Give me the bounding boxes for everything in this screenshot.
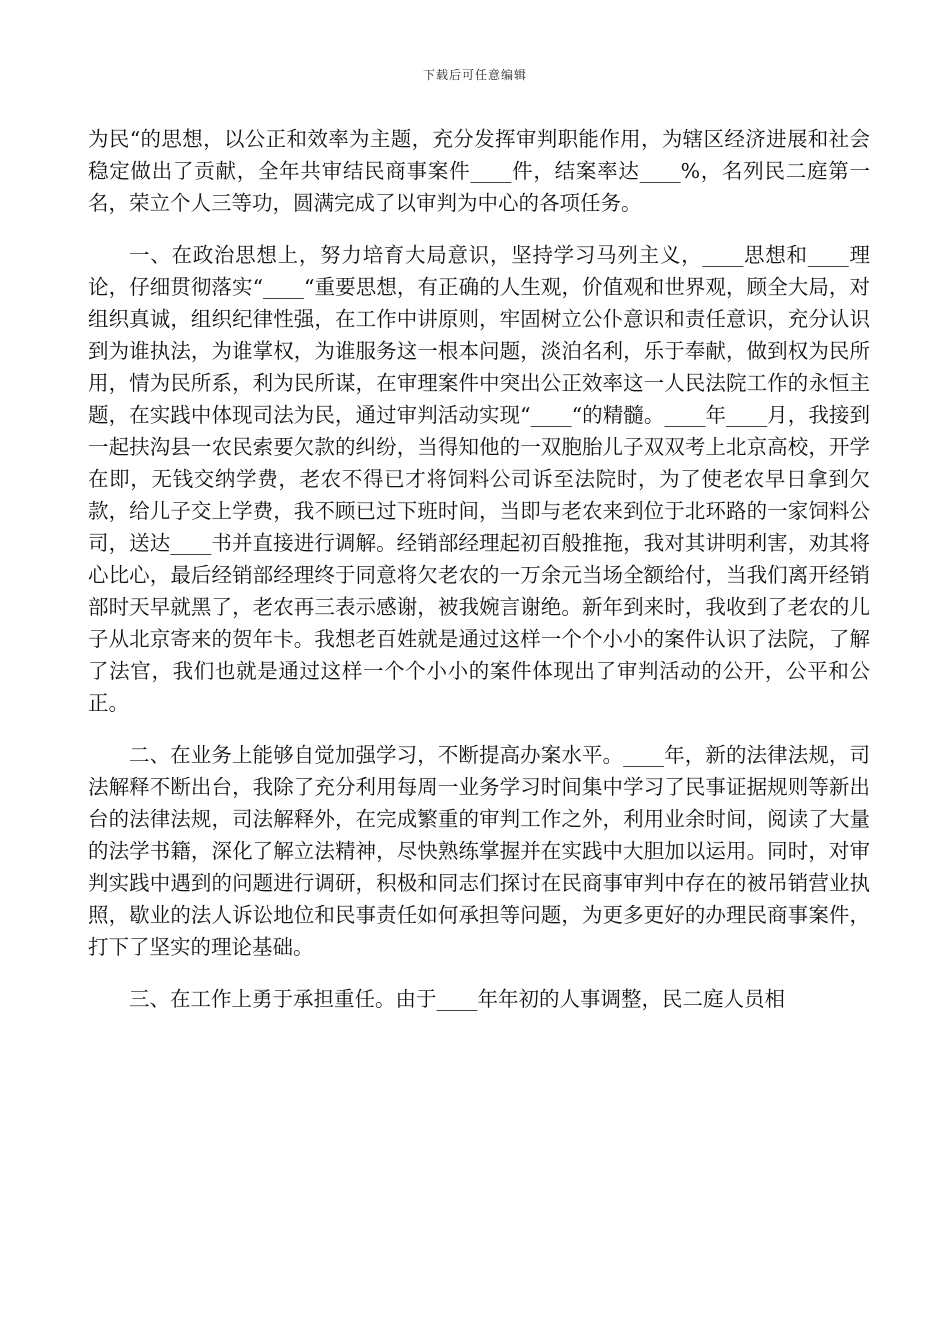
paragraph-intro: 为民“的思想，以公正和效率为主题，充分发挥审判职能作用，为辖区经济进展和社会稳定做出了贡献，全年共审结民商事案件____件，结案率达____%，名列民二庭第一名，荣立个人三等功，圆满完成了以审判为中心的各项任务。 bbox=[88, 127, 870, 215]
paragraph-political-thought: 一、在政治思想上，努力培育大局意识，坚持学习马列主义，____思想和____理论，仔细贯彻落实“____“重要思想，有正确的人生观，价值观和世界观，顾全大局，对组织真诚，组织纪律性强，在工作中讲原则，牢固树立公仆意识和责任意识，充分认识到为谁执法，为谁掌权，为谁服务这一根本问题，淡泊名利，乐于奉献，做到权为民所用，情为民所系，利为民所谋，在审理案件中突出公正效率这一人民法院工作的永恒主题，在实践中体现司法为民，通过审判活动实现“____“的精髓。____年____月，我接到一起扶沟县一农民索要欠款的纠纷，当得知他的一双胞胎儿子双双考上北京高校，开学在即，无钱交纳学费，老农不得已才将饲料公司诉至法院时，为了使老农早日拿到欠款，给儿子交上学费，我不顾已过下班时间，当即与老农来到位于北环路的一家饲料公司，送达____书并直接进行调解。经销部经理起初百般推拖，我对其讲明利害，劝其将心比心，最后经销部经理终于同意将欠老农的一万余元当场全额给付，当我们离开经销部时天早就黑了，老农再三表示感谢，被我婉言谢绝。新年到来时，我收到了老农的儿子从北京寄来的贺年卡。我想老百姓就是通过这样一个个小小的案件认识了法院，了解了法官，我们也就是通过这样一个个小小的案件体现出了审判活动的公开，公平和公正。 bbox=[88, 243, 870, 715]
paragraph-work-responsibility: 三、在工作上勇于承担重任。由于____年年初的人事调整，民二庭人员相 bbox=[129, 987, 785, 1011]
document-body bbox=[88, 123, 870, 1035]
page-header: 下载后可任意编辑 bbox=[422, 68, 527, 82]
paragraph-professional-study: 二、在业务上能够自觉加强学习，不断提高办案水平。____年，新的法律法规，司法解释不断出台，我除了充分利用每周一业务学习时间集中学习了民事证据规则等新出台的法律法规，司法解释外，在完成繁重的审判工作之外，利用业余时间，阅读了大量的法学书籍，深化了解立法精神，尽快熟练掌握并在实践中大胆加以运用。同时，对审判实践中遇到的问题进行调研，积极和同志们探讨在民商事审判中存在的被吊销营业执照，歇业的法人诉讼地位和民事责任如何承担等问题，为更多更好的办理民商事案件，打下了坚实的理论基础。 bbox=[88, 743, 870, 959]
